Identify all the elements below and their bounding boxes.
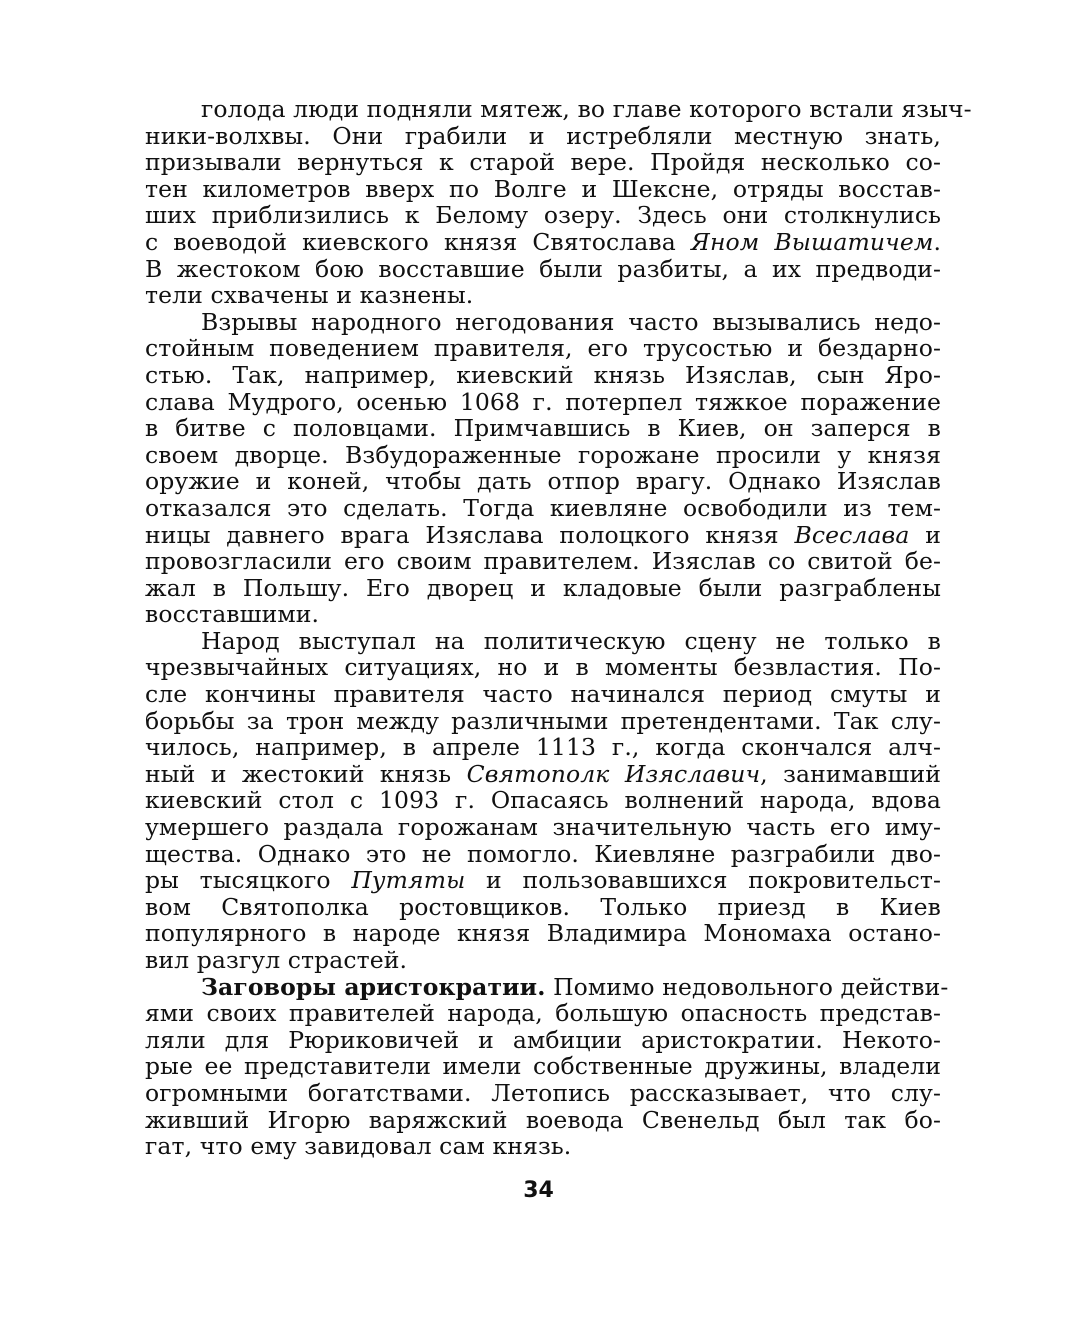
text-segment: популярного в народе князя Владимира Мономаха остано- — [145, 919, 941, 948]
text-line — [145, 814, 941, 841]
text-segment: киевский стол с 1093 г. Опасаясь волнений народа, вдова — [145, 786, 941, 815]
text-line — [145, 95, 972, 123]
text-segment: огромными богатствами. Летопись рассказывает, что слу- — [145, 1078, 941, 1107]
page-body-text — [145, 95, 972, 1161]
section-heading: Заговоры аристократии. — [201, 972, 546, 1001]
text-segment: борьбы за трон между различными претендентами. Так слу- — [145, 706, 941, 735]
text-segment: гат, что ему завидовал сам князь. — [145, 1132, 572, 1161]
text-line — [145, 867, 941, 894]
text-segment: ями своих правителей народа, большую опасность представ- — [145, 999, 941, 1028]
text-line — [145, 149, 941, 176]
text-segment: живший Игорю варяжский воевода Свенельд был так бо- — [145, 1105, 941, 1134]
text-segment: умершего раздала горожанам значительную часть его иму- — [145, 813, 941, 842]
text-line — [145, 389, 941, 416]
text-line — [145, 1053, 941, 1080]
text-line — [145, 894, 941, 921]
text-segment: ники-волхвы. Они грабили и истребляли местную знать, — [145, 121, 941, 150]
text-segment: стойным поведением правителя, его трусостью и бездарно- — [145, 334, 941, 363]
text-line — [145, 787, 941, 814]
emphasized-name: Святополк Изяславич — [466, 759, 761, 788]
text-line — [145, 309, 941, 336]
text-line — [145, 628, 941, 655]
paragraph — [145, 628, 941, 974]
text-segment: вил разгул страстей. — [145, 946, 408, 974]
text-segment: Помимо недовольного действи- — [545, 972, 949, 1001]
text-segment: и — [909, 520, 941, 549]
text-segment: и пользовавшихся покровительст- — [465, 866, 941, 895]
text-line — [145, 415, 941, 442]
text-segment: жал в Польшу. Его дворец и кладовые были разграблены — [145, 573, 941, 602]
text-line — [145, 575, 941, 602]
text-segment: ляли для Рюриковичей и амбиции аристократии. Некото- — [145, 1025, 941, 1054]
text-segment: стью. Так, например, киевский князь Изяслав, сын Яро- — [145, 360, 941, 389]
text-segment: ницы давнего врага Изяслава полоцкого князя — [145, 520, 795, 549]
text-segment: восставшими. — [145, 600, 320, 629]
text-line — [145, 548, 941, 575]
text-line — [145, 282, 941, 309]
text-line — [145, 1000, 941, 1027]
text-line — [145, 601, 941, 628]
text-segment: чрезвычайных ситуациях, но и в моменты безвластия. По- — [145, 653, 941, 682]
text-line — [145, 947, 941, 974]
text-line — [145, 1133, 941, 1160]
text-segment: . — [933, 227, 942, 256]
text-line — [145, 176, 941, 203]
text-line — [145, 841, 941, 868]
text-line — [145, 335, 941, 362]
text-segment: вом Святополка ростовщиков. Только приезд в Киев — [145, 892, 941, 921]
text-segment: сле кончины правителя часто начинался период смуты и — [145, 680, 941, 709]
text-segment: ших приблизились к Белому озеру. Здесь они столкнулись — [145, 201, 941, 230]
text-segment: щества. Однако это не помогло. Киевляне разграбили дво- — [145, 839, 941, 868]
text-line — [145, 123, 941, 150]
text-line — [145, 1080, 941, 1107]
text-line — [145, 202, 941, 229]
text-segment: своем дворце. Взбудораженные горожане просили у князя — [145, 440, 941, 469]
text-segment: в битве с половцами. Примчавшись в Киев, он заперся в — [145, 414, 941, 443]
text-line — [145, 734, 941, 761]
text-line — [145, 972, 949, 1001]
text-segment: В жестоком бою восставшие были разбиты, а их предводи- — [145, 254, 941, 283]
text-segment: слава Мудрого, осенью 1068 г. потерпел тяжкое поражение — [145, 387, 941, 416]
text-segment: чилось, например, в апреле 1113 г., когда скончался алч- — [145, 733, 941, 762]
emphasized-name: Яном Вышатичем — [690, 227, 934, 256]
text-segment: тели схвачены и казнены. — [145, 281, 474, 310]
text-segment: , занимавший — [760, 759, 941, 788]
paragraph — [145, 95, 972, 310]
text-line — [145, 1107, 941, 1134]
text-segment: призывали вернуться к старой вере. Пройдя несколько со- — [145, 148, 941, 177]
text-line — [145, 708, 941, 735]
paragraph — [145, 309, 941, 628]
text-line — [145, 681, 941, 708]
text-line — [145, 1027, 941, 1054]
text-line — [145, 495, 941, 522]
text-line — [145, 654, 941, 681]
text-line — [145, 761, 941, 788]
emphasized-name: Путяты — [351, 866, 466, 895]
text-segment: тен километров вверх по Волге и Шексне, отряды восстав- — [145, 174, 941, 203]
text-line — [145, 256, 941, 283]
text-segment: отказался это сделать. Тогда киевляне освободили из тем- — [145, 493, 941, 522]
text-segment: голода люди подняли мятеж, во главе которого встали языч- — [201, 95, 972, 123]
emphasized-name: Всеслава — [794, 520, 910, 549]
text-line — [145, 920, 941, 947]
text-segment: рые ее представители имели собственные дружины, владели — [145, 1052, 941, 1081]
text-line — [145, 442, 941, 469]
text-line — [145, 362, 941, 389]
text-segment: Народ выступал на политическую сцену не только в — [201, 626, 941, 655]
page-number: 34 — [523, 1178, 554, 1203]
text-segment: провозгласили его своим правителем. Изяслав со свитой бе- — [145, 547, 941, 576]
paragraph — [145, 972, 949, 1161]
text-line — [145, 468, 941, 495]
text-segment: ры тысяцкого — [145, 866, 352, 895]
text-segment: Взрывы народного негодования часто вызывались недо- — [201, 307, 941, 336]
text-line — [145, 229, 941, 256]
text-segment: с воеводой киевского князя Святослава — [145, 227, 691, 256]
text-line — [145, 522, 941, 549]
text-segment: ный и жестокий князь — [145, 759, 467, 788]
text-segment: оружие и коней, чтобы дать отпор врагу. Однако Изяслав — [145, 467, 941, 496]
